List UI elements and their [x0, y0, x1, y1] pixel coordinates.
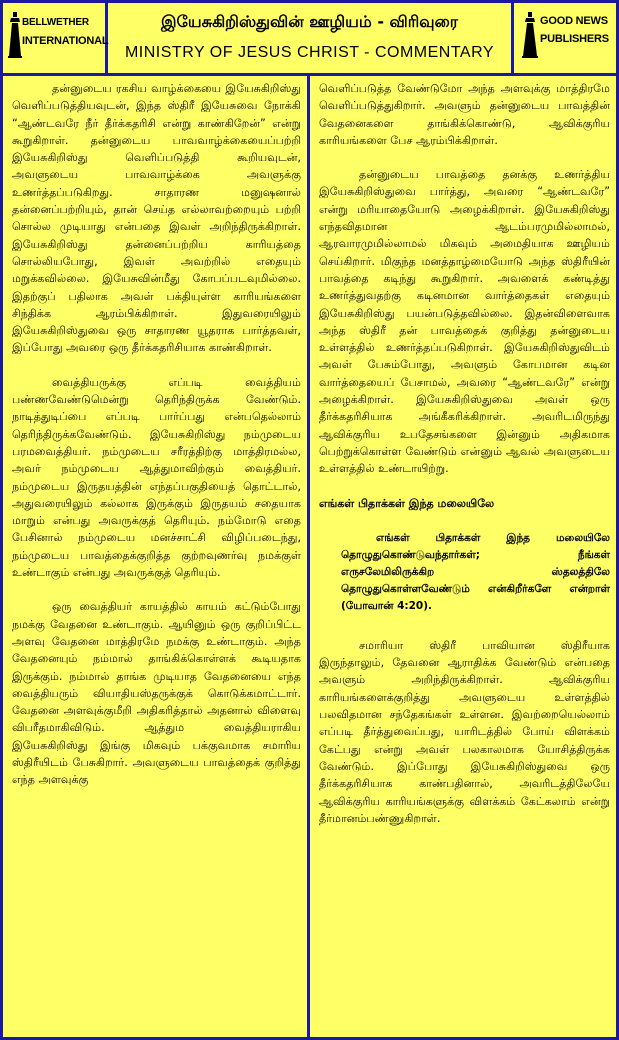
page-title-english: MINISTRY OF JESUS CHRIST - COMMENTARY — [124, 44, 495, 61]
paragraph: தன்னுடைய பாவத்தை தனக்கு உணர்த்திய இயேசுகிறிஸ்துவை பார்த்து, அவரை “ஆண்டவரே” என்று மரியாதையோடு அழைக்கிறாள். இயேசுகிறிஸ்து எந்தவிதமான ஆடம்பரமுமில்லாமல், ஆரவாரமுமில்லாமல் மிகவும் அமைதியாக ஊழியம் செய்கிறார். மிகுந்த மனத்தாழ்மையோடு அந்த ஸ்திரீயின் பாவத்தை கடிந்து கூறுகிறார். அவளைக் கண்டித்து உணர்த்துவதற்கு கடினமான வார்த்தைகள் எதையும் இயேசுகிறிஸ்து பயன்படுத்தவில்லை. இதன்விளைவாக அந்த ஸ்திரீ தன் பாவத்தைக் குறித்து தன்னுடைய உள்ளத்தில் உணர்த்தப்படுகிறாள். இயேசுகிறிஸ்துவிடம் அவள் பேசும்போது, அவளும் கோபமான கடின வார்த்தையைப் பேசாமல், அவரை “ஆண்டவரே” என்று அழைக்கிறாள். இயேசுகிறிஸ்துவை அவள் ஒரு தீர்க்கதரிசியாக அங்கீகரிக்கிறாள். அவரிடமிருந்து ஆவிக்குரிய உபதேசங்களை இன்னும் அதிகமாக பெற்றுக்கொள்ள வேண்டும் என்னும் ஆவல் அவளுடைய உள்ளத்தில் உண்டாயிற்று. — [319, 168, 610, 476]
column-divider — [307, 76, 310, 1040]
left-column — [12, 80, 301, 806]
section-heading: எங்கள் பிதாக்கள் இந்த மலையிலே — [319, 496, 495, 510]
right-column — [319, 80, 610, 844]
header — [0, 0, 619, 76]
lighthouse-icon — [522, 12, 538, 58]
lighthouse-icon — [8, 12, 22, 58]
paragraph: சமாரியா ஸ்திரீ பாவியான ஸ்திரீயாக இருந்தாலும், தேவனை ஆராதிக்க வேண்டும் என்பதை அவளும் அறிந்திருக்கிறாள். ஆவிக்குரிய காரியங்களைக்குறித்து அவளுடைய உள்ளத்தில் பலவிதமான சந்தேகங்கள் உள்ளன. இவற்றையெல்லாம் எப்படி தீர்த்துவைப்பது, யாரிடத்தில் போய் விளக்கம் கேட்பது என்று அவள் பலகாலமாக யோசித்திருக்க வேண்டும். இப்போது இயேசுகிறிஸ்துவை ஒரு தீர்க்கதரிசியாக காண்பதினால், அவரிடத்திலேயே ஆவிக்குரிய காரியங்களுக்கு விளக்கம் கேட்கலாம் என்று தீர்மானம்பண்ணுகிறாள். — [319, 638, 610, 825]
paragraph: வைத்தியருக்கு எப்படி வைத்தியம் பண்ணவேண்டுமென்று தெரிந்திருக்க வேண்டும். நாடித்துடிப்பை எப்படி பார்ப்பது என்பதெல்லாம் தெரிந்திருக்கவேண்டும். இயேசுகிறிஸ்து நம்முடைய பரமவைத்தியர். நம்முடைய சரீரத்திற்கு மாத்திரமல்ல, அவர் நம்முடைய ஆத்துமாவிற்கும் வைத்தியர். நம்முடைய இருதயத்தின் எந்தப்பகுதியைத் தொட்டால், அதுவரையிலும் கல்லாக இருக்கும் இருதயம் சதையாக மாறும் என்பது அவருக்குத் தெரியும். நம்மோடு எதை பேசினால் நம்முடைய மனச்சாட்சி விழிப்படைந்து, நம்முடைய பாவத்தைக்குறித்த குற்றவுணர்வு நமக்குள் உண்டாகும் என்பது அவருக்குத் தெரியும். — [12, 375, 301, 580]
paragraph: ஒரு வைத்தியர் காயத்தில் காயம் கட்டும்போது நமக்கு வேதனை உண்டாகும். ஆயினும் ஒரு குறிப்பிட்ட அளவு வேதனை மாத்திரமே நமக்கு உண்டாகும். அந்த வேதனையும் நம்மால் தாங்கிக்கொள்ளக் கூடியதாக இருக்கும். நம்மால் தாங்க முடியாத வேதனையை எந்த வைத்தியரும் வியாதியஸ்தருக்குக் கொடுக்கமாட்டார். வேதனை அளவுக்குமீறி அதிகரித்தால் அதனால் விளைவு விபரீதமாகிவிடும். ஆத்தும வைத்தியராகிய இயேசுகிறிஸ்து இங்கு மிகவும் பக்குவமாக சமாரிய ஸ்திரீயிடம் பேசுகிறார். அவளுடைய பாவத்தைக் குறித்து எந்த அளவுக்கு — [12, 600, 301, 787]
scripture-quote: எங்கள் பிதாக்கள் இந்த மலையிலே தொழுதுகொண்டுவந்தார்கள்; நீங்கள் எருசலேமிலிருக்கிற ஸ்தலத்திலே தொழுதுகொள்ளவேண்டும் என்கிறீர்களே என்றாள் (யோவான் 4:20). — [341, 531, 610, 612]
logo-line1: GOOD NEWS — [540, 15, 608, 27]
bellwether-logo — [0, 0, 108, 76]
paragraph: தன்னுடைய ரகசிய வாழ்க்கையை இயேசுகிறிஸ்து வெளிப்படுத்தியவுடன், இந்த ஸ்திரீ இயேசுவை நோக்கி “ஆண்டவரே நீர் தீர்க்கதரிசி என்று காண்கிறேன்” என்று கூறுகிறாள். தன்னுடைய பாவவாழ்க்கையைப்பற்றி இயேசுகிறிஸ்து வெளிப்படுத்தி கூறியவுடன், அவளுடைய பாவவாழ்க்கை அவளுக்கு உணர்த்தப்படுகிறது. சாதாரண மனுஷனால் தன்னைப்பற்றியும், தான் செய்த எல்லாவற்றையும் பற்றி சொல்ல முடியாது என்பதை இவள் அறிந்திருக்கிறாள். இயேசுகிறிஸ்து தன்னைப்பற்றிய காரியத்தை சொல்லியபோது, இவள் அவற்றில் எதையும் மறுக்கவில்லை. இயேசுவின்மீது கோபப்படவுமில்லை. இதற்குப் பதிலாக அவள் பக்தியுள்ள காரியங்களை சிந்திக்க ஆரம்பிக்கிறாள். இதுவரையிலும் இயேசுகிறிஸ்துவை ஒரு சாதாரண யூதராக பார்த்தவள், இப்போது அவரை ஒரு தீர்க்கதரிசியாக காண்கிறாள். — [12, 82, 301, 355]
logo-line1: BELLWETHER — [22, 17, 89, 28]
page-title-tamil: இயேசுகிறிஸ்துவின் ஊழியம் - விரிவுரை — [160, 12, 458, 31]
paragraph-continuation: வெளிப்படுத்த வேண்டுமோ அந்த அளவுக்கு மாத்திரமே வெளிப்படுத்துகிறார். அவளும் தன்னுடைய பாவத்தின் வேதனைகளை தாங்கிக்கொண்டு, ஆவிக்குரிய காரியங்களை பேச ஆரம்பிக்கிறாள். — [319, 82, 610, 147]
good-news-logo — [511, 0, 619, 76]
logo-line2: INTERNATIONAL — [22, 35, 109, 47]
logo-line2: PUBLISHERS — [540, 33, 609, 45]
